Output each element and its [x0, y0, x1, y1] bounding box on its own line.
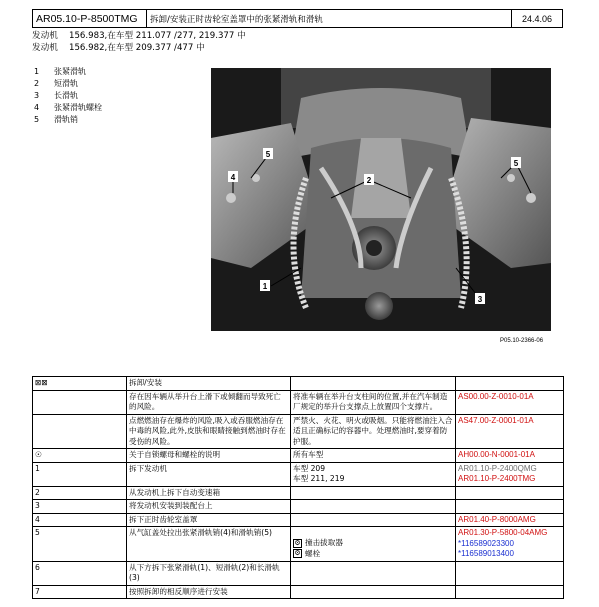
info-icon: ☉: [33, 449, 127, 463]
document-header: [32, 9, 563, 28]
reference-link[interactable]: AS00.00-Z-0010-01A: [458, 391, 534, 401]
engine-illustration: [211, 68, 551, 331]
engine-line: 发动机 156.982,在车型 209.377 /477 中: [32, 43, 205, 53]
legend: [34, 66, 102, 126]
callout-4: 4: [230, 173, 236, 182]
table-row: 6 从下方拆下张紧滑轨(1)、短滑轨(2)和长滑轨(3): [33, 561, 564, 585]
procedure-table: [32, 376, 564, 599]
engine-line: 发动机 156.983,在车型 211.077 /277, 219.377 中: [32, 31, 246, 41]
reference-link[interactable]: AR01.10-P-2400TMG: [458, 474, 536, 483]
document-title: 拆卸/安装正时齿轮室盖罩中的张紧滑轨和滑轨: [147, 10, 512, 27]
table-row: 4 拆下正时齿轮室盖罩 AR01.40-P-8000AMG: [33, 513, 564, 527]
callout-2: 2: [366, 176, 372, 185]
table-row: 3 将发动机安装到装配台上: [33, 500, 564, 514]
tool-item: ⚙ 螺栓: [294, 548, 321, 558]
reference-link[interactable]: AH00.00-N-0001-01A: [458, 450, 535, 459]
callout-1: 1: [262, 282, 268, 291]
legend-item: 2 短滑轨: [34, 79, 78, 88]
reference-link[interactable]: AS47.00-Z-0001-01A: [458, 415, 534, 425]
table-row: 点燃燃油存在爆炸的风险,吸入或吞服燃油存在中毒的风险,此外,皮肤和眼睛接触到燃油时存在受伤的风险。 严禁火、火花、明火或吸烟。只能将燃油注入合适且正确标记的容器中。处理燃油时,要穿着防护服。 AS47.00-Z-0001-01A: [33, 414, 564, 449]
tool-part-link[interactable]: *116589023300: [458, 538, 514, 548]
legend-item: 3 长滑轨: [34, 91, 78, 100]
legend-item: 4 张紧滑轨螺栓: [34, 103, 102, 112]
engine-list: [32, 30, 246, 54]
document-date: 24.4.06: [521, 13, 553, 24]
reference-link[interactable]: AR01.10-P-2400QMG: [458, 463, 537, 473]
tool-icon: ⚙: [294, 549, 301, 558]
engine-models: 156.982,在车型 209.377 /477 中: [69, 43, 205, 53]
tool-item: ⚙ 撞击拔取器: [294, 538, 343, 547]
callout-5-right: 5: [513, 159, 519, 168]
table-row: 5 从气缸盖处拉出张紧滑轨销(4)和滑轨销(5) ⚙ 撞击拔取器 ⚙ 螺栓 AR01.30-P-5800-04AMG *116589023300 *116589013400: [33, 527, 564, 562]
tool-icon: ⚙: [294, 538, 301, 547]
legend-item: 1 张紧滑轨: [34, 67, 86, 76]
legend-item: 5 滑轨销: [34, 115, 78, 124]
table-header-row: [33, 377, 564, 391]
header-title: 拆卸/安装: [127, 377, 291, 391]
table-row: 1 拆下发动机 车型 209 车型 211, 219 AR01.10-P-2400QMG AR01.10-P-2400TMG: [33, 462, 564, 486]
callout-3: 3: [477, 295, 483, 304]
table-row: 2 从发动机上拆下自动变速箱: [33, 486, 564, 500]
document-code: AR05.10-P-8500TMG: [33, 10, 147, 27]
table-row: 7 按照拆卸的相反顺序进行安装: [33, 585, 564, 599]
engine-photo: [211, 68, 551, 331]
figure-reference: P05.10-2366-06: [500, 338, 544, 344]
header-icons: ⊠⊠: [33, 377, 127, 391]
engine-models: 156.983,在车型 211.077 /277, 219.377 中: [69, 31, 246, 41]
tool-part-link[interactable]: *116589013400: [458, 549, 514, 558]
reference-link[interactable]: AR01.40-P-8000AMG: [458, 514, 536, 524]
reference-link[interactable]: AR01.30-P-5800-04AMG: [458, 528, 548, 537]
table-row: ☉ 关于自锁螺母和螺栓的说明 所有车型 AH00.00-N-0001-01A: [33, 449, 564, 463]
table-row: 存在因车辆从举升台上滑下或倾翻而导致死亡的风险。 将准车辆在举升台支柱间的位置,并在汽车制造厂规定的举升台支撑点上放置四个支撑片。 AS00.00-Z-0010-01A: [33, 390, 564, 414]
callout-5-left: 5: [265, 150, 271, 159]
